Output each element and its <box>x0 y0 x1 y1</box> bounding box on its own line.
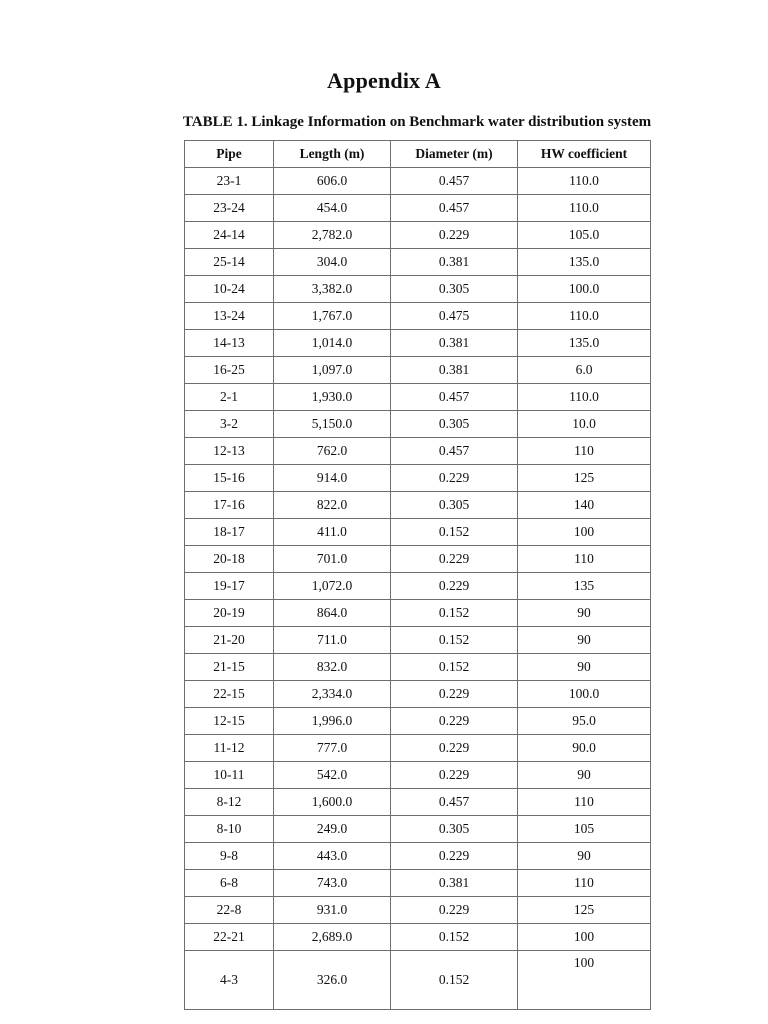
table-row <box>185 195 651 222</box>
cell-hw: 6.0 <box>518 357 651 384</box>
cell-diameter: 0.229 <box>391 735 518 762</box>
cell-diameter: 0.381 <box>391 330 518 357</box>
cell-diameter: 0.457 <box>391 384 518 411</box>
cell-hw: 100.0 <box>518 681 651 708</box>
cell-hw: 10.0 <box>518 411 651 438</box>
cell-length: 542.0 <box>274 762 391 789</box>
cell-length: 914.0 <box>274 465 391 492</box>
cell-length: 443.0 <box>274 843 391 870</box>
cell-hw: 90.0 <box>518 735 651 762</box>
cell-pipe: 24-14 <box>185 222 274 249</box>
cell-length: 711.0 <box>274 627 391 654</box>
cell-hw: 105.0 <box>518 222 651 249</box>
cell-length: 822.0 <box>274 492 391 519</box>
cell-hw: 90 <box>518 762 651 789</box>
table-row <box>185 357 651 384</box>
cell-length: 701.0 <box>274 546 391 573</box>
cell-diameter: 0.229 <box>391 708 518 735</box>
cell-pipe: 16-25 <box>185 357 274 384</box>
cell-diameter: 0.305 <box>391 276 518 303</box>
cell-length: 2,689.0 <box>274 924 391 951</box>
table-row <box>185 465 651 492</box>
cell-pipe: 14-13 <box>185 330 274 357</box>
cell-hw: 100 <box>518 924 651 951</box>
table-row <box>185 492 651 519</box>
page-title: Appendix A <box>327 68 441 93</box>
table-row <box>185 384 651 411</box>
cell-pipe: 6-8 <box>185 870 274 897</box>
cell-hw: 110 <box>518 438 651 465</box>
cell-pipe: 23-1 <box>185 168 274 195</box>
cell-pipe: 21-15 <box>185 654 274 681</box>
header-length: Length (m) <box>274 141 391 168</box>
cell-diameter: 0.381 <box>391 249 518 276</box>
cell-hw: 100 <box>518 951 651 1010</box>
table-row <box>185 249 651 276</box>
table-row <box>185 735 651 762</box>
cell-diameter: 0.457 <box>391 789 518 816</box>
cell-hw: 135.0 <box>518 249 651 276</box>
cell-pipe: 18-17 <box>185 519 274 546</box>
table-row <box>185 951 651 1010</box>
cell-diameter: 0.305 <box>391 411 518 438</box>
cell-hw: 110.0 <box>518 168 651 195</box>
cell-length: 3,382.0 <box>274 276 391 303</box>
table-row <box>185 330 651 357</box>
cell-pipe: 11-12 <box>185 735 274 762</box>
cell-hw: 110 <box>518 789 651 816</box>
cell-hw: 90 <box>518 654 651 681</box>
cell-hw: 105 <box>518 816 651 843</box>
cell-length: 606.0 <box>274 168 391 195</box>
cell-diameter: 0.229 <box>391 681 518 708</box>
table-row <box>185 816 651 843</box>
table-caption: TABLE 1. Linkage Information on Benchmark water distribution system <box>182 114 652 130</box>
header-hw-coefficient: HW coefficient <box>518 141 651 168</box>
table-row <box>185 168 651 195</box>
table-row <box>185 411 651 438</box>
table-row <box>185 546 651 573</box>
cell-length: 1,767.0 <box>274 303 391 330</box>
table-row <box>185 897 651 924</box>
cell-diameter: 0.229 <box>391 222 518 249</box>
cell-pipe: 15-16 <box>185 465 274 492</box>
cell-hw: 90 <box>518 843 651 870</box>
cell-hw: 90 <box>518 627 651 654</box>
cell-diameter: 0.152 <box>391 627 518 654</box>
cell-pipe: 25-14 <box>185 249 274 276</box>
cell-diameter: 0.229 <box>391 465 518 492</box>
cell-pipe: 12-13 <box>185 438 274 465</box>
cell-length: 762.0 <box>274 438 391 465</box>
cell-length: 832.0 <box>274 654 391 681</box>
cell-pipe: 23-24 <box>185 195 274 222</box>
cell-length: 1,996.0 <box>274 708 391 735</box>
table-row <box>185 708 651 735</box>
cell-length: 1,097.0 <box>274 357 391 384</box>
cell-pipe: 8-10 <box>185 816 274 843</box>
table-header-row <box>185 141 651 168</box>
cell-pipe: 3-2 <box>185 411 274 438</box>
cell-diameter: 0.229 <box>391 573 518 600</box>
cell-diameter: 0.457 <box>391 168 518 195</box>
cell-diameter: 0.152 <box>391 654 518 681</box>
cell-hw: 135.0 <box>518 330 651 357</box>
cell-pipe: 20-19 <box>185 600 274 627</box>
table-row <box>185 870 651 897</box>
table-row <box>185 600 651 627</box>
table-row <box>185 843 651 870</box>
cell-hw: 110.0 <box>518 303 651 330</box>
table-row <box>185 276 651 303</box>
cell-diameter: 0.229 <box>391 843 518 870</box>
cell-hw: 140 <box>518 492 651 519</box>
cell-diameter: 0.152 <box>391 951 518 1010</box>
cell-diameter: 0.152 <box>391 600 518 627</box>
cell-pipe: 22-15 <box>185 681 274 708</box>
cell-diameter: 0.152 <box>391 519 518 546</box>
cell-pipe: 12-15 <box>185 708 274 735</box>
cell-pipe: 13-24 <box>185 303 274 330</box>
cell-diameter: 0.229 <box>391 897 518 924</box>
cell-length: 5,150.0 <box>274 411 391 438</box>
cell-diameter: 0.229 <box>391 762 518 789</box>
cell-length: 1,014.0 <box>274 330 391 357</box>
cell-hw: 100.0 <box>518 276 651 303</box>
cell-length: 777.0 <box>274 735 391 762</box>
cell-pipe: 2-1 <box>185 384 274 411</box>
cell-diameter: 0.229 <box>391 546 518 573</box>
cell-length: 249.0 <box>274 816 391 843</box>
cell-length: 326.0 <box>274 951 391 1010</box>
cell-length: 304.0 <box>274 249 391 276</box>
table-row <box>185 519 651 546</box>
cell-diameter: 0.152 <box>391 924 518 951</box>
cell-pipe: 22-21 <box>185 924 274 951</box>
cell-pipe: 17-16 <box>185 492 274 519</box>
cell-hw: 95.0 <box>518 708 651 735</box>
cell-pipe: 8-12 <box>185 789 274 816</box>
table-row <box>185 654 651 681</box>
cell-length: 2,334.0 <box>274 681 391 708</box>
cell-length: 2,782.0 <box>274 222 391 249</box>
cell-diameter: 0.475 <box>391 303 518 330</box>
cell-pipe: 19-17 <box>185 573 274 600</box>
linkage-table <box>184 140 651 1010</box>
cell-hw: 110.0 <box>518 384 651 411</box>
cell-pipe: 22-8 <box>185 897 274 924</box>
cell-hw: 90 <box>518 600 651 627</box>
table-row <box>185 627 651 654</box>
cell-pipe: 21-20 <box>185 627 274 654</box>
cell-hw: 100 <box>518 519 651 546</box>
cell-hw: 110 <box>518 546 651 573</box>
cell-hw: 125 <box>518 465 651 492</box>
cell-pipe: 20-18 <box>185 546 274 573</box>
cell-diameter: 0.305 <box>391 492 518 519</box>
cell-length: 864.0 <box>274 600 391 627</box>
header-pipe: Pipe <box>185 141 274 168</box>
cell-hw: 135 <box>518 573 651 600</box>
cell-hw: 110 <box>518 870 651 897</box>
cell-length: 411.0 <box>274 519 391 546</box>
cell-pipe: 10-24 <box>185 276 274 303</box>
header-diameter: Diameter (m) <box>391 141 518 168</box>
cell-length: 1,600.0 <box>274 789 391 816</box>
cell-diameter: 0.381 <box>391 870 518 897</box>
cell-length: 931.0 <box>274 897 391 924</box>
table-row <box>185 681 651 708</box>
cell-length: 743.0 <box>274 870 391 897</box>
table-row <box>185 573 651 600</box>
cell-diameter: 0.305 <box>391 816 518 843</box>
table-row <box>185 924 651 951</box>
cell-hw: 125 <box>518 897 651 924</box>
table-row <box>185 762 651 789</box>
table-body <box>185 168 651 1010</box>
cell-pipe: 10-11 <box>185 762 274 789</box>
table-row <box>185 303 651 330</box>
cell-length: 1,930.0 <box>274 384 391 411</box>
cell-hw: 110.0 <box>518 195 651 222</box>
cell-pipe: 9-8 <box>185 843 274 870</box>
cell-length: 1,072.0 <box>274 573 391 600</box>
table-row <box>185 222 651 249</box>
table-row <box>185 789 651 816</box>
cell-diameter: 0.457 <box>391 195 518 222</box>
cell-length: 454.0 <box>274 195 391 222</box>
cell-diameter: 0.457 <box>391 438 518 465</box>
table-row <box>185 438 651 465</box>
cell-pipe: 4-3 <box>185 951 274 1010</box>
cell-diameter: 0.381 <box>391 357 518 384</box>
